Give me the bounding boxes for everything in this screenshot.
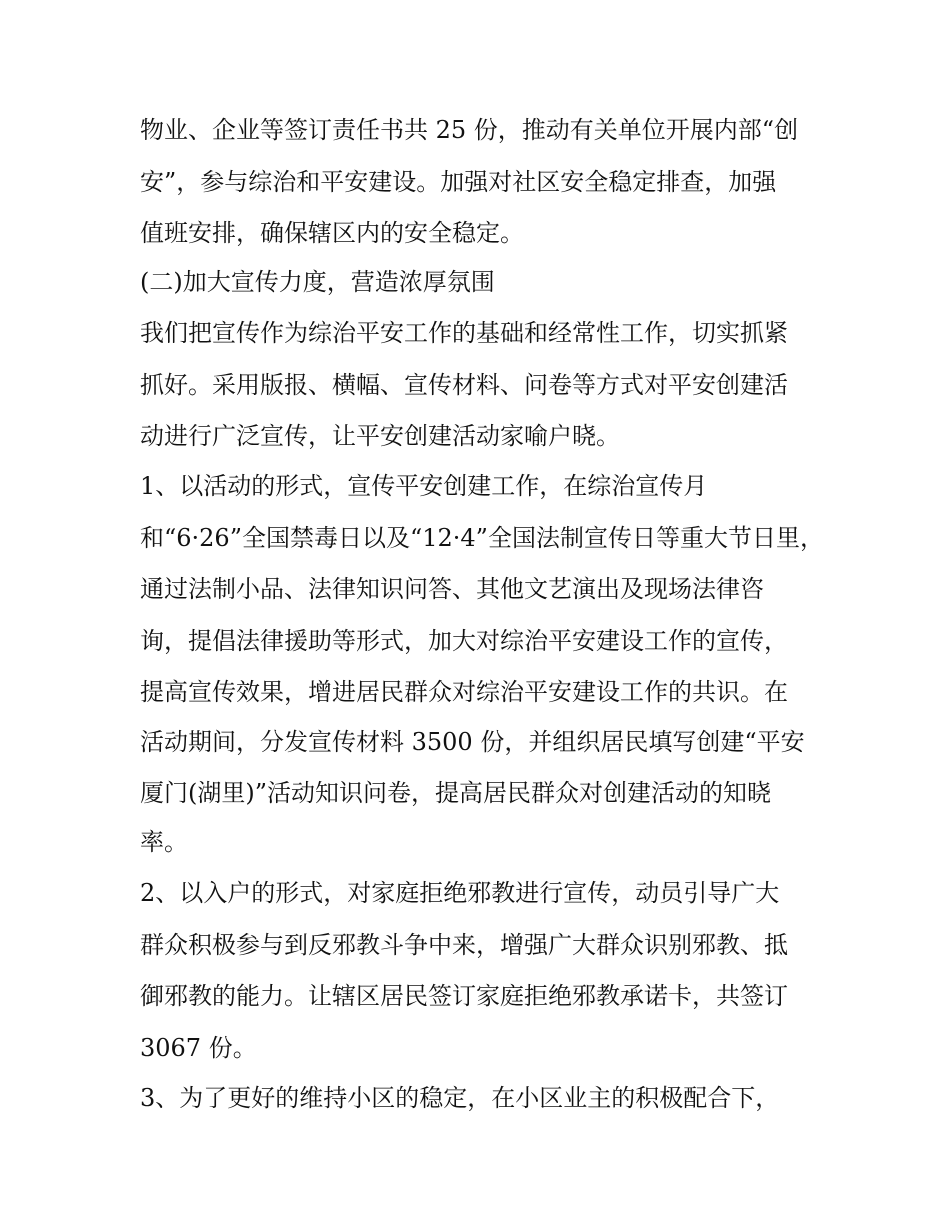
text-line: 御邪教的能力。让辖区居民签订家庭拒绝邪教承诺卡，共签订 [140,982,788,1010]
text-line: 动进行广泛宣传，让平安创建活动家喻户晓。 [140,422,620,450]
text-line: 安”，参与综治和平安建设。加强对社区安全稳定排查，加强 [140,168,777,196]
text-line: 提高宣传效果，增进居民群众对综治平安建设工作的共识。在 [140,678,788,706]
text-line: 活动期间，分发宣传材料 3500 份，并组织居民填写创建“平安 [140,728,805,756]
text-line: 2、以入户的形式，对家庭拒绝邪教进行宣传，动员引导广大 [140,879,780,907]
text-line: 值班安排，确保辖区内的安全稳定。 [140,219,524,247]
text-line: 和“6·26”全国禁毒日以及“12·4”全国法制宣传日等重大节日里， [140,524,824,552]
section-heading: (二)加大宣传力度，营造浓厚氛围 [140,268,495,296]
text-line: 询，提倡法律援助等形式，加大对综治平安建设工作的宣传， [140,627,788,655]
text-line: 3067 份。 [140,1034,257,1062]
text-line: 厦门(湖里)”活动知识问卷，提高居民群众对创建活动的知晓 [140,779,771,807]
text-line: 抓好。采用版报、横幅、宣传材料、问卷等方式对平安创建活 [140,371,788,399]
text-line: 通过法制小品、法律知识问答、其他文艺演出及现场法律咨 [140,575,764,603]
text-line: 率。 [140,828,188,856]
text-line: 3、为了更好的维持小区的稳定，在小区业主的积极配合下， [140,1084,780,1112]
text-line: 物业、企业等签订责任书共 25 份，推动有关单位开展内部“创 [140,116,799,144]
text-line: 群众积极参与到反邪教斗争中来，增强广大群众识别邪教、抵 [140,931,788,959]
text-line: 我们把宣传作为综治平安工作的基础和经常性工作，切实抓紧 [140,319,788,347]
text-line: 1、以活动的形式，宣传平安创建工作，在综治宣传月 [140,472,708,500]
